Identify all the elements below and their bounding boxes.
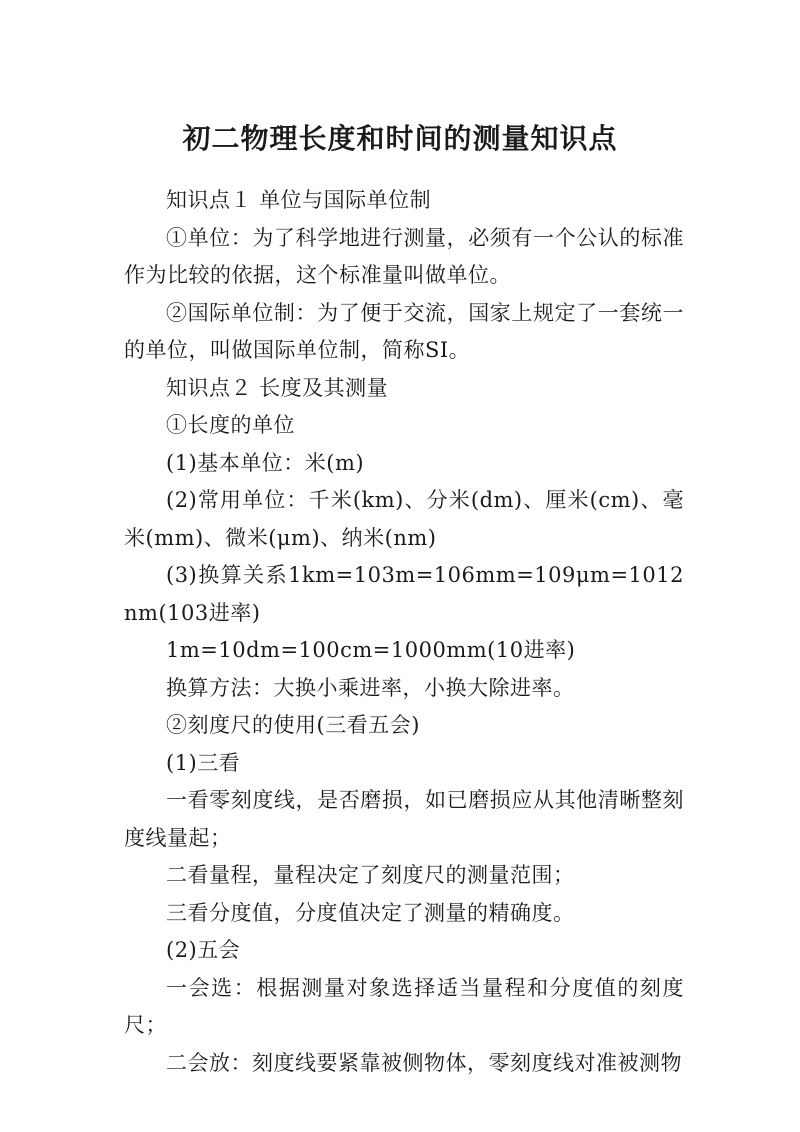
paragraph-look-one: 一看零刻度线，是否磨损，如已磨损应从其他清晰整刻度线量起； [124, 788, 684, 850]
document-title: 初二物理长度和时间的测量知识点 [182, 121, 618, 155]
paragraph-unit-definition: ①单位：为了科学地进行测量，必须有一个公认的标准作为比较的依据，这个标准量叫做单位。 [124, 225, 684, 287]
subheading-three-looks: (1)三看 [166, 750, 241, 775]
paragraph-look-two: 二看量程，量程决定了刻度尺的测量范围； [166, 863, 575, 887]
paragraph-look-three: 三看分度值，分度值决定了测量的精确度。 [166, 900, 575, 925]
paragraph-skill-two: 二会放：刻度线要紧靠被侧物体，零刻度线对准被测物 [166, 1050, 682, 1075]
document-body [124, 182, 684, 1082]
paragraph-conversion-relation-2: 1m=10dm=100cm=1000mm(10进率) [166, 638, 576, 662]
heading-knowledge-point-2: 知识点２ 长度及其测量 [166, 375, 389, 400]
paragraph-skill-one: 一会选：根据测量对象选择适当量程和分度值的刻度尺； [124, 975, 684, 1037]
paragraph-conversion-method: 换算方法：大换小乘进率，小换大除进率。 [166, 675, 575, 700]
paragraph-conversion-relation: (3)换算关系1km=103m=106mm=109μm=1012nm(103进率) [124, 563, 684, 625]
paragraph-common-units: (2)常用单位：千米(km)、分米(dm)、厘米(cm)、毫米(mm)、微米(μm)、纳米(nm) [124, 488, 684, 550]
subheading-length-units: ①长度的单位 [166, 413, 295, 437]
paragraph-si-definition: ②国际单位制：为了便于交流，国家上规定了一套统一的单位，叫做国际单位制，简称SI。 [124, 300, 684, 362]
subheading-ruler-usage: ②刻度尺的使用(三看五会) [166, 713, 420, 737]
heading-knowledge-point-1: 知识点１ 单位与国际单位制 [166, 188, 432, 212]
subheading-five-skills: (2)五会 [166, 938, 241, 962]
paragraph-basic-unit: (1)基本单位：米(m) [166, 450, 365, 475]
